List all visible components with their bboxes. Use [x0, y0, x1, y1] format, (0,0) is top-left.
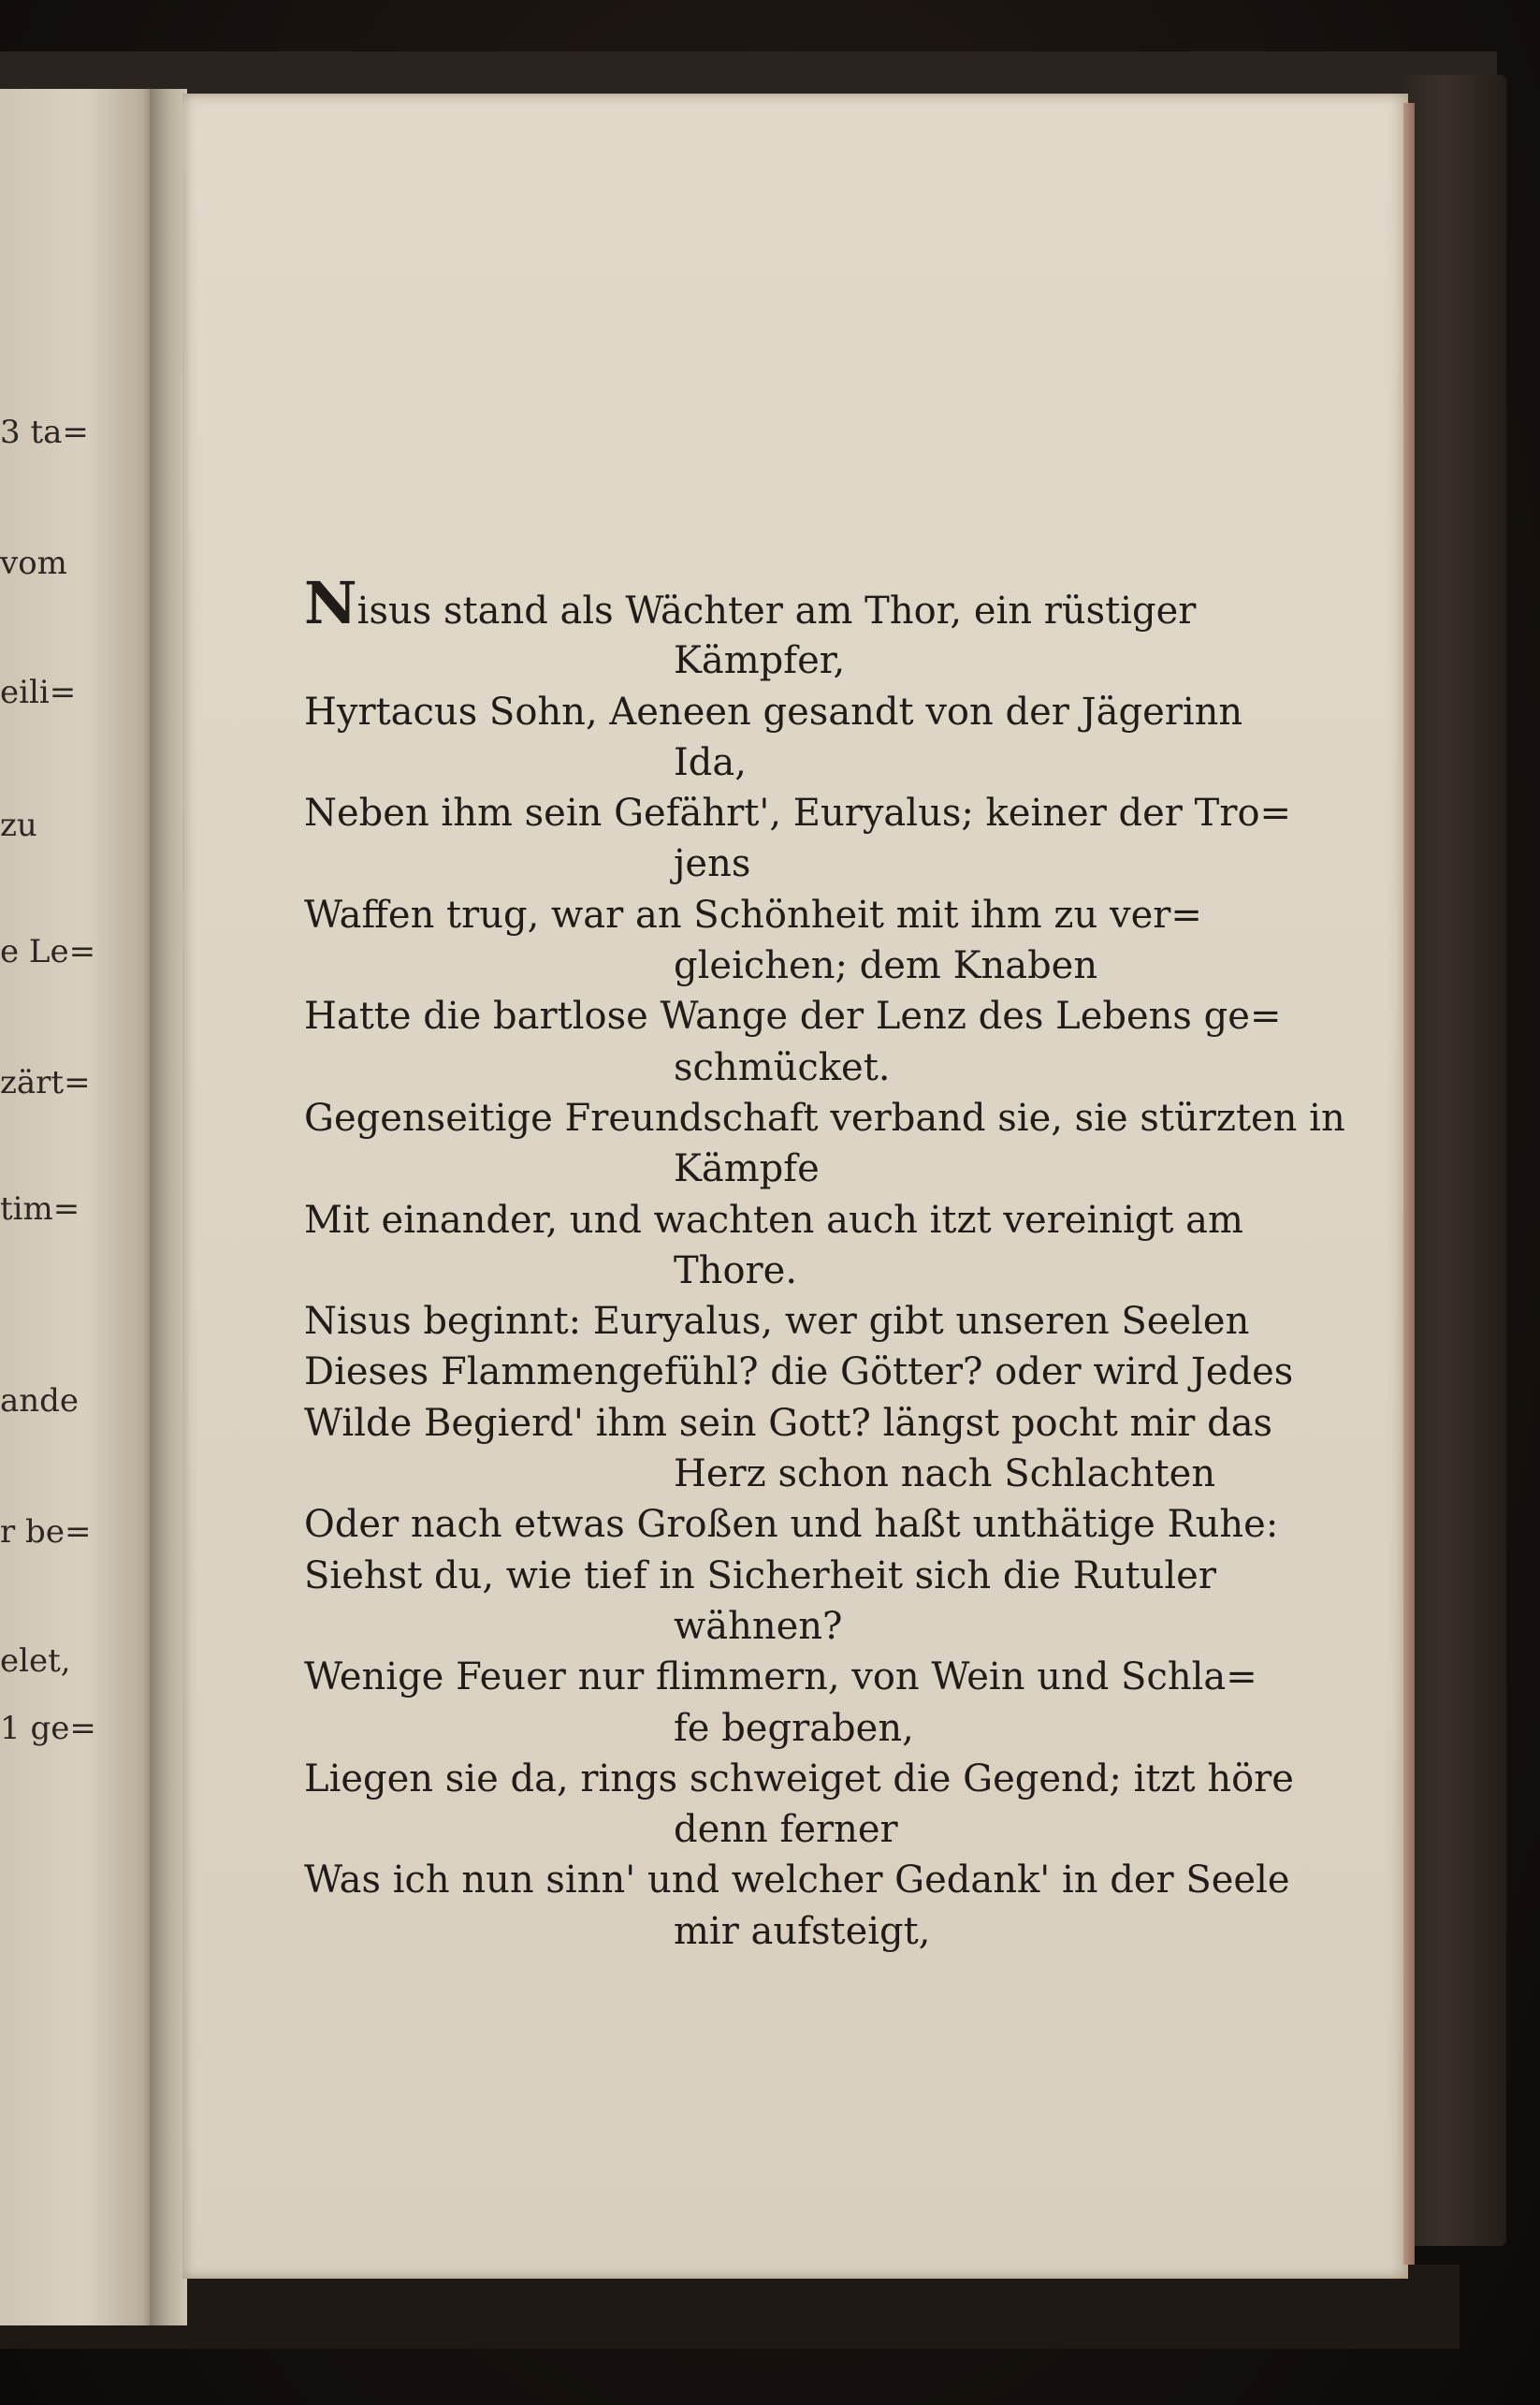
current-page [182, 94, 1408, 2279]
page-edge [1403, 103, 1415, 2265]
poem-line: Mit einander, und wachten auch itzt vereinigt am [304, 1198, 1243, 1242]
poem-line: Nisus beginnt: Euryalus, wer gibt unseren Seelen [304, 1300, 1250, 1344]
poem-line-text: isus stand als Wächter am Thor, ein rüstiger [356, 590, 1197, 633]
drop-cap: N [304, 569, 357, 637]
left-page-fragment: ande [0, 1382, 80, 1420]
poem-line: Waffen trug, war an Schönheit mit ihm zu ver= [304, 893, 1202, 937]
left-page-fragment: zu [0, 807, 37, 844]
left-page-fragment: tim= [0, 1190, 80, 1228]
poem-line: gleichen; dem Knaben [674, 944, 1098, 988]
poem-line [304, 569, 1361, 637]
left-page-fragment: zärt= [0, 1064, 91, 1101]
poem-line: denn ferner [674, 1808, 898, 1852]
poem-line: Herz schon nach Schlachten [674, 1452, 1216, 1496]
book-cover-right [1403, 75, 1506, 2246]
poem-line: Siehst du, wie tief in Sicherheit sich die Rutuler [304, 1553, 1216, 1597]
previous-page [0, 89, 154, 2325]
poem-line: Oder nach etwas Großen und haßt unthätige Ruhe: [304, 1503, 1279, 1547]
left-page-fragment: 3 ta= [0, 414, 89, 451]
poem-line: mir aufsteigt, [674, 1909, 931, 1953]
poem-line: Neben ihm sein Gefährt', Euryalus; keiner der Tro= [304, 792, 1292, 836]
poem-line: Ida, [674, 740, 747, 784]
poem-line: jens [674, 842, 751, 886]
book-gutter [150, 89, 187, 2325]
left-page-fragment: elet, [0, 1642, 71, 1680]
poem-line: Kämpfe [674, 1147, 820, 1191]
poem-line: Was ich nun sinn' und welcher Gedank' in der Seele [304, 1858, 1290, 1902]
poem-text [304, 569, 1361, 1957]
left-page-fragment: r be= [0, 1513, 92, 1551]
poem-line: Thore. [674, 1248, 798, 1292]
left-page-fragment: 1 ge= [0, 1710, 96, 1747]
poem-line: Hatte die bartlose Wange der Lenz des Lebens ge= [304, 995, 1282, 1039]
poem-line: Gegenseitige Freundschaft verband sie, sie stürzten in [304, 1096, 1345, 1140]
poem-line: Hyrtacus Sohn, Aeneen gesandt von der Jägerinn [304, 690, 1243, 734]
poem-line: Wenige Feuer nur flimmern, von Wein und Schla= [304, 1655, 1257, 1699]
poem-line: wähnen? [674, 1604, 843, 1648]
poem-line: Wilde Begierd' ihm sein Gott? längst pocht mir das [304, 1401, 1273, 1445]
poem-line: Liegen sie da, rings schweiget die Gegend; itzt höre [304, 1756, 1294, 1800]
poem-line: Kämpfer, [674, 639, 846, 683]
left-page-fragment: e Le= [0, 933, 96, 970]
left-page-fragment: eili= [0, 674, 77, 711]
poem-line: Dieses Flammengefühl? die Götter? oder wird Jedes [304, 1350, 1294, 1394]
poem-line: schmücket. [674, 1045, 891, 1089]
left-page-fragment: vom [0, 545, 67, 582]
poem-line: fe begraben, [674, 1706, 914, 1750]
